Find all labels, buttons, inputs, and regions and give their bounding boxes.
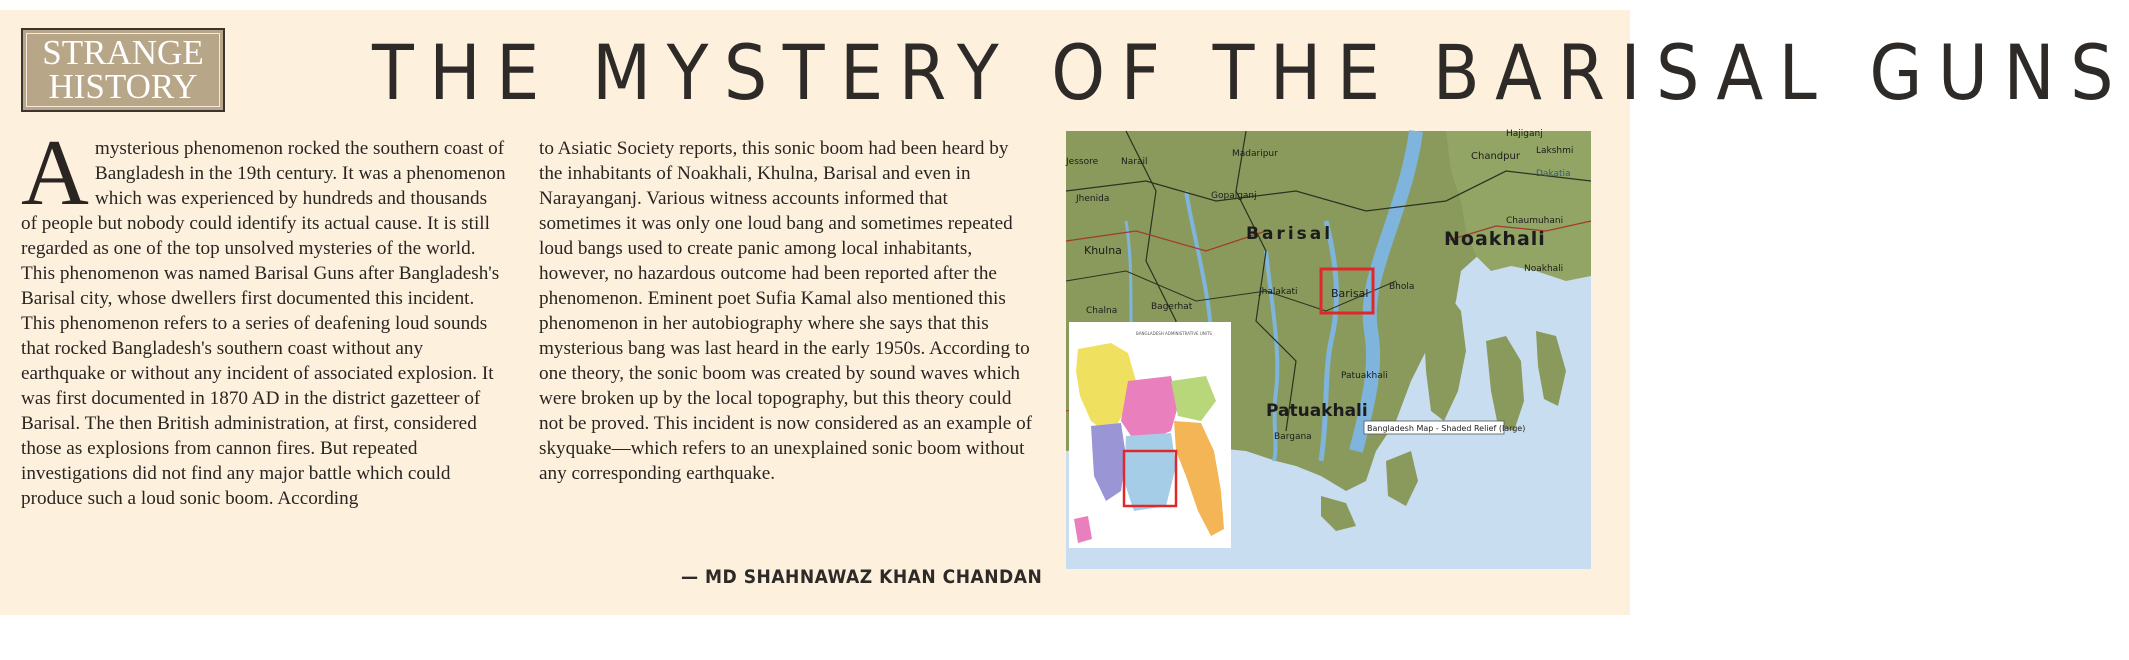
article-column-2 [539,136,1033,486]
map-label-dakatia: Dakatia [1536,169,1571,179]
map-label-noakhali: Noakhali [1444,228,1546,250]
barisal-map [1066,131,1591,569]
inset-region-central [1121,376,1178,439]
map-label-chalna: Chalna [1086,306,1118,316]
map-label-patuakhali-region: Patuakhali [1266,401,1368,421]
map-label-gopalganj: Gopalganj [1211,191,1257,201]
badge-line-2: HISTORY [48,67,198,106]
map-label-narail: Narail [1121,157,1148,167]
map-label-jessore: Jessore [1066,157,1099,167]
map-label-bagerhat: Bagerhat [1151,302,1193,312]
strange-history-badge [21,28,225,112]
map-caption: Bangladesh Map - Shaded Relief (large) [1367,424,1526,433]
map-label-bhola: Bhola [1389,282,1415,292]
drop-cap: A [21,121,89,225]
byline: — MD SHAHNAWAZ KHAN CHANDAN [681,566,1043,588]
inset-title: BANGLADESH ADMINISTRATIVE UNITS [1136,331,1212,336]
map-label-bargana: Bargana [1274,432,1312,442]
map-label-noakhali-town: Noakhali [1524,264,1564,274]
badge-frame [26,33,220,107]
article-paragraph-1 [21,121,507,511]
map-label-barisal-city: Barisal [1331,287,1369,300]
map-label-chaumuhani: Chaumuhani [1506,216,1564,226]
map-label-patuakhali-town: Patuakhali [1341,371,1388,381]
map-label-chandpur: Chandpur [1471,151,1520,162]
headline: THE MYSTERY OF THE BARISAL GUNS [372,28,2129,117]
map-label-madaripur: Madaripur [1232,149,1278,159]
map-label-jhenida: Jhenida [1076,194,1110,204]
map-label-barisal-region: Barisal [1246,224,1334,244]
map-label-khulna: Khulna [1084,244,1122,257]
map-label-lakshmi: Lakshmi [1536,146,1574,156]
badge-line-1: STRANGE [42,33,204,72]
map-label-jhalakati: Jhalakati [1259,287,1298,297]
article-column-1 [21,121,507,511]
map-illustration [1066,131,1591,569]
inset-map [1069,322,1231,548]
column-2-text: to Asiatic Society reports, this sonic boom had been heard by the inhabitants of Noakhali, Khulna, Barisal and even in Narayanganj. Various witness accounts informed that sometimes it was only one loud bang and sometimes repeated loud bangs used to create panic among local inhabitants, however, no hazardous outcome had been reported after the phenomenon. Eminent poet Sufia Kamal also mentioned this phenomenon in her autobiography where she says that this mysterious bang was last heard in the early 1950s. According to one theory, the sonic boom was created by sound waves which were broken up by the local topography, but this theory could not be proved. This incident is now considered as an example of skyquake—which refers to an unexplained sonic boom without any corresponding earthquake. [539,138,1033,484]
map-label-hajiganj: Hajiganj [1506,129,1543,139]
column-1-text: mysterious phenomenon rocked the southern coast of Bangladesh in the 19th century. It was a phenomenon which was experienced by hundreds and thousands of people but nobody could identify its actual cause. It is still regarded as one of the top unsolved mysteries of the world. This phenomenon was named Barisal Guns after Bangladesh's Barisal city, whose dwellers first documented this incident. This phenomenon refers to a series of deafening loud sounds that rocked Bangladesh's southern coast without any earthquake or without any incident of associated explosion. It was first documented in 1870 AD in the district gazetteer of Barisal. The then British administration, at first, considered those as explosions from cannon fires. But repeated investigations did not find any major battle which could produce such a loud sonic boom. According [21,138,506,509]
